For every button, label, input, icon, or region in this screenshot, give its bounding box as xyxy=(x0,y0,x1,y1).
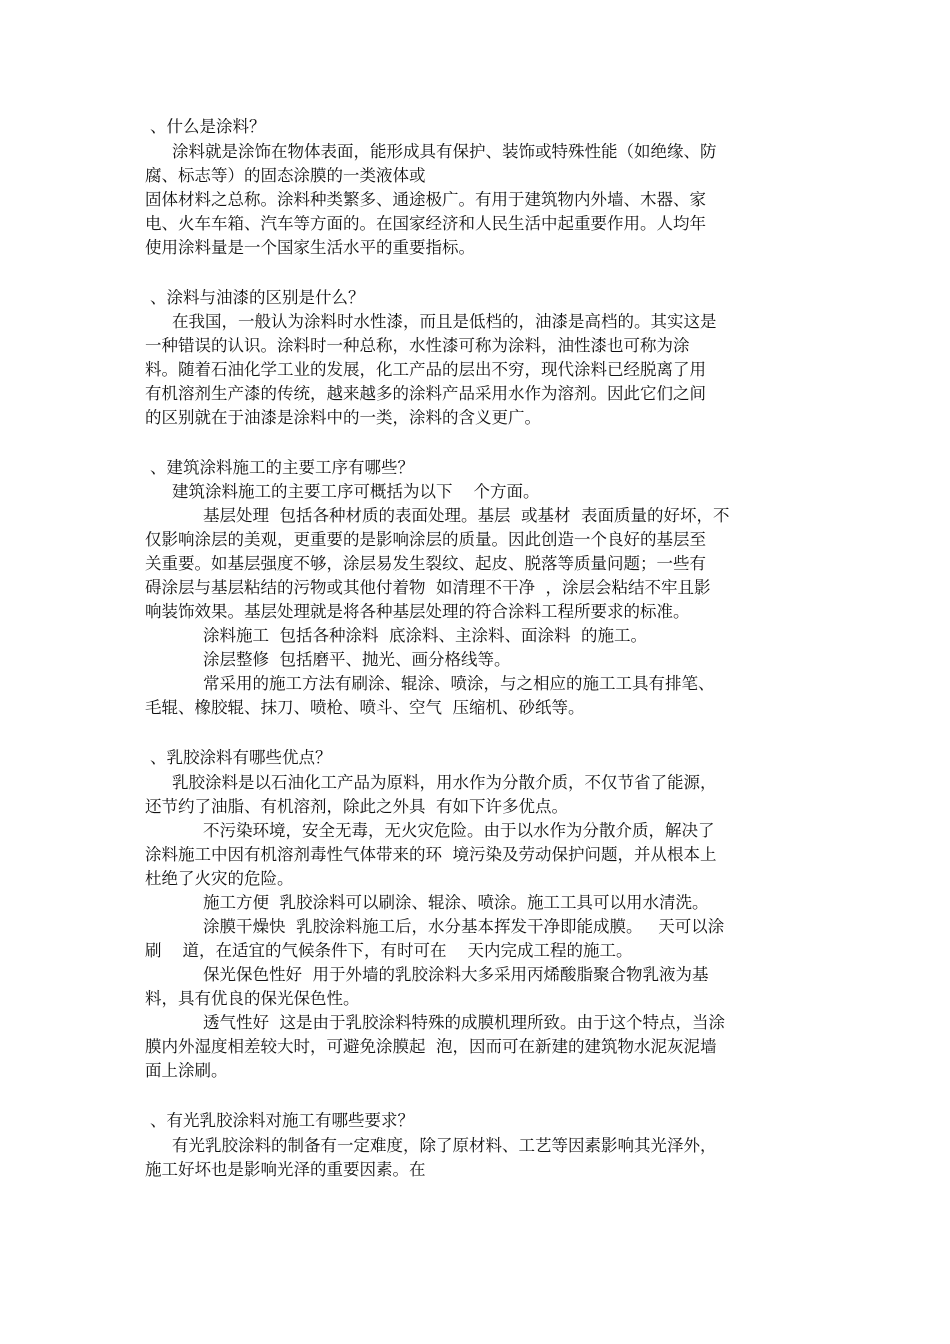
paragraph-line: 的区别就在于油漆是涂料中的一类，涂料的含义更广。 xyxy=(145,408,541,427)
paragraph-line: 面上涂刷。 xyxy=(145,1061,228,1080)
paragraph-line: 电、火车车箱、汽车等方面的。在国家经济和人民生活中起重要作用。人均年 xyxy=(145,214,706,233)
paragraph-line: 不污染环境，安全无毒，无火灾危险。由于以水作为分散介质，解决了 xyxy=(203,821,715,840)
paragraph-line: 建筑涂料施工的主要工序可概括为以下 个方面。 xyxy=(172,482,540,501)
section-heading: 、有光乳胶涂料对施工有哪些要求？ xyxy=(150,1111,414,1130)
section-heading: 、乳胶涂料有哪些优点？ xyxy=(150,748,332,767)
paragraph-line: 料，具有优良的保光保色性。 xyxy=(145,989,360,1008)
paragraph-line: 涂料施工 包括各种涂料 底涂料、主涂料、面涂料 的施工。 xyxy=(203,626,647,645)
paragraph-line: 一种错误的认识。涂料时一种总称，水性漆可称为涂料，油性漆也可称为涂 xyxy=(145,336,690,355)
section-heading: 、什么是涂料？ xyxy=(150,117,266,136)
paragraph-line: 响装饰效果。基层处理就是将各种基层处理的符合涂料工程所要求的标准。 xyxy=(145,602,690,621)
paragraph-line: 腐、标志等）的固态涂膜的一类液体或 xyxy=(145,166,426,185)
paragraph-line: 在我国，一般认为涂料时水性漆，而且是低档的，油漆是高档的。其实这是 xyxy=(172,312,717,331)
paragraph-line: 常采用的施工方法有刷涂、辊涂、喷涂，与之相应的施工工具有排笔、 xyxy=(203,674,715,693)
section-heading: 、涂料与油漆的区别是什么？ xyxy=(150,288,365,307)
paragraph-line: 施工好坏也是影响光泽的重要因素。在 xyxy=(145,1160,426,1179)
section-heading: 、建筑涂料施工的主要工序有哪些？ xyxy=(150,458,414,477)
paragraph-line: 杜绝了火灾的危险。 xyxy=(145,869,294,888)
paragraph-line: 透气性好 这是由于乳胶涂料特殊的成膜机理所致。由于这个特点，当涂 xyxy=(203,1013,725,1032)
paragraph-line: 有机溶剂生产漆的传统，越来越多的涂料产品采用水作为溶剂。因此它们之间 xyxy=(145,384,706,403)
paragraph-line: 毛辊、橡胶辊、抹刀、喷枪、喷斗、空气 压缩机、砂纸等。 xyxy=(145,698,585,717)
paragraph-line: 关重要。如基层强度不够，涂层易发生裂纹、起皮、脱落等质量问题；一些有 xyxy=(145,554,706,573)
paragraph-line: 施工方便 乳胶涂料可以刷涂、辊涂、喷涂。施工工具可以用水清洗。 xyxy=(203,893,709,912)
paragraph-line: 仅影响涂层的美观，更重要的是影响涂层的质量。因此创造一个良好的基层至 xyxy=(145,530,706,549)
paragraph-line: 刷 道，在适宜的气候条件下，有时可在 天内完成工程的施工。 xyxy=(145,941,633,960)
paragraph-line: 涂膜干燥快 乳胶涂料施工后，水分基本挥发干净即能成膜。 天可以涂 xyxy=(203,917,725,936)
paragraph-line: 涂料就是涂饰在物体表面，能形成具有保护、装饰或特殊性能（如绝缘、防 xyxy=(172,142,717,161)
paragraph-line: 还节约了油脂、有机溶剂，除此之外具 有如下许多优点。 xyxy=(145,797,568,816)
paragraph-line: 保光保色性好 用于外墙的乳胶涂料大多采用丙烯酸脂聚合物乳液为基 xyxy=(203,965,709,984)
paragraph-line: 涂料施工中因有机溶剂毒性气体带来的环 境污染及劳动保护问题，并从根本上 xyxy=(145,845,717,864)
paragraph-line: 乳胶涂料是以石油化工产品为原料，用水作为分散介质，不仅节省了能源， xyxy=(172,773,717,792)
paragraph-line: 基层处理 包括各种材质的表面处理。基层 或基材 表面质量的好坏，不 xyxy=(203,506,730,525)
paragraph-line: 料。随着石油化学工业的发展，化工产品的层出不穷，现代涂料已经脱离了用 xyxy=(145,360,706,379)
paragraph-line: 使用涂料量是一个国家生活水平的重要指标。 xyxy=(145,238,475,257)
paragraph-line: 固体材料之总称。涂料种类繁多、通途极广。有用于建筑物内外墙、木器、家 xyxy=(145,190,706,209)
paragraph-line: 涂层整修 包括磨平、抛光、画分格线等。 xyxy=(203,650,511,669)
paragraph-line: 碍涂层与基层粘结的污物或其他付着物 如清理不干净 ，涂层会粘结不牢且影 xyxy=(145,578,711,597)
paragraph-line: 膜内外湿度相差较大时，可避免涂膜起 泡，因而可在新建的建筑物水泥灰泥墙 xyxy=(145,1037,717,1056)
paragraph-line: 有光乳胶涂料的制备有一定难度，除了原材料、工艺等因素影响其光泽外， xyxy=(172,1136,717,1155)
